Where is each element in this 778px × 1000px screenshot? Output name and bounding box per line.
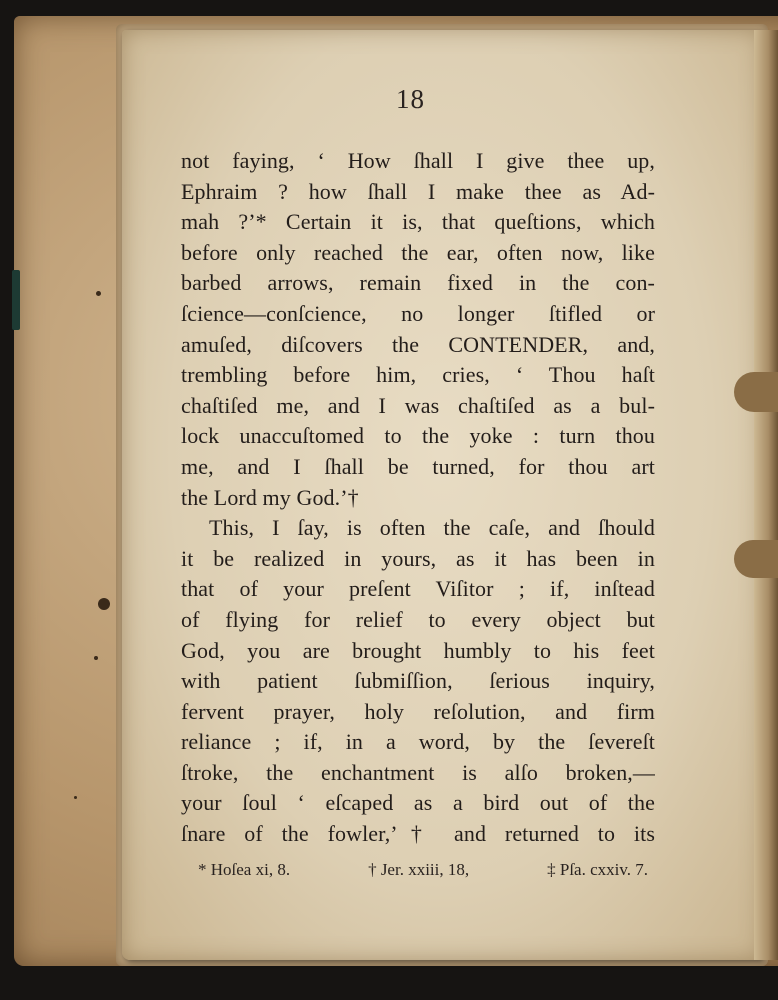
text-line: with patient ſubmiſſion, ſerious inquiry, [181, 668, 655, 694]
page-number: 18 [396, 84, 425, 114]
footnotes [198, 860, 648, 880]
stain-spot [74, 796, 77, 799]
text-line: lock unaccuſtomed to the yoke : turn thou [181, 423, 655, 449]
body-text [181, 146, 655, 850]
paragraph-2 [181, 513, 655, 850]
text-line: trembling before him, cries, ‘ Thou haſt [181, 362, 655, 388]
text-line: Ephraim ? how ſhall I make thee as Ad- [181, 178, 655, 204]
text-line: ſcience—conſcience, no longer ſtifled or [181, 300, 655, 326]
text-line: barbed arrows, remain fixed in the con- [181, 270, 655, 296]
text-line: ſnare of the fowler,’† and returned to its [181, 821, 655, 847]
stain-spot [98, 598, 110, 610]
stain-spot [94, 656, 98, 660]
text-line: the Lord my God.’† [181, 484, 359, 510]
text-line: chaſtiſed me, and I was chaſtiſed as a bul- [181, 392, 655, 418]
text-line: before only reached the ear, often now, like [181, 239, 655, 265]
text-line: ſtroke, the enchantment is alſo broken,— [181, 759, 655, 785]
text-line: it be realized in yours, as it has been in [181, 545, 655, 571]
text-line: not faying, ‘ How ſhall I give thee up, [181, 148, 655, 173]
stain-spot [96, 291, 101, 296]
footnote: † Jer. xxiii, 18, [368, 860, 470, 879]
text-line: God, you are brought humbly to his feet [181, 637, 655, 663]
torn-binding [734, 372, 778, 412]
paragraph-1 [181, 146, 655, 513]
text-line: of flying for relief to every object but [181, 606, 655, 632]
page-gutter [754, 30, 778, 960]
text-line: fervent prayer, holy reſolution, and firm [181, 698, 655, 724]
text-line: me, and I ſhall be turned, for thou art [181, 453, 655, 479]
text-line: that of your preſent Viſitor ; if, inſtead [181, 576, 655, 602]
torn-binding [734, 540, 778, 578]
text-line: your ſoul ‘ eſcaped as a bird out of the [181, 790, 655, 816]
text-line: This, I ſay, is often the caſe, and ſhould [209, 515, 655, 541]
text-line: amuſed, diſcovers the CONTENDER, and, [181, 331, 655, 357]
footnote: ‡ Pſa. cxxiv. 7. [547, 860, 648, 879]
text-line: mah ?’* Certain it is, that queſtions, which [181, 209, 655, 235]
text-line: reliance ; if, in a word, by the ſevereſt [181, 729, 655, 755]
footnote: * Hoſea xi, 8. [198, 860, 291, 879]
cover-edge [12, 270, 20, 330]
